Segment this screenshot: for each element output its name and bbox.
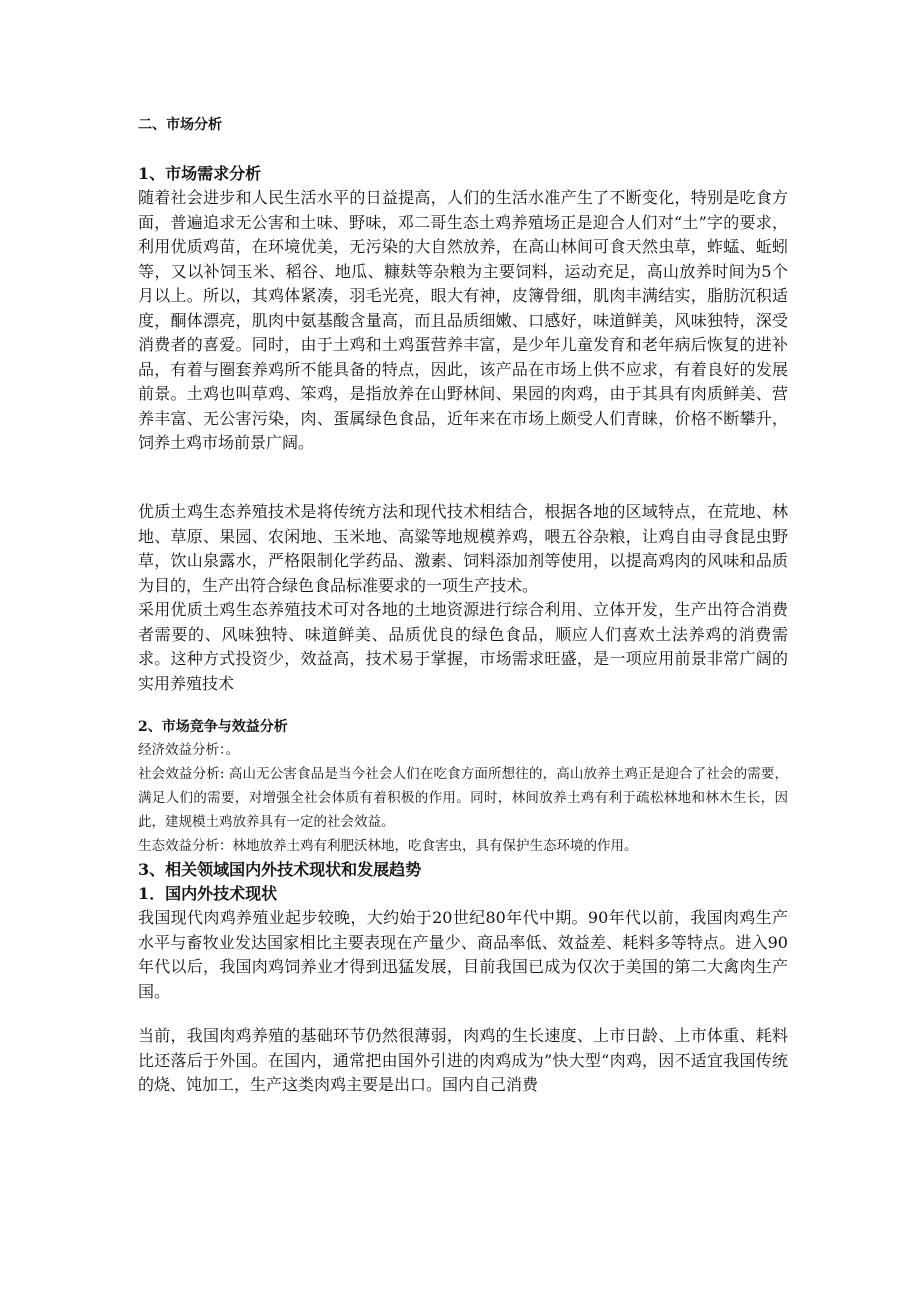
heading-competition: 2、市场竞争与效益分析	[138, 719, 288, 735]
paragraph-tech-2: 当前，我国肉鸡养殖的基础环节仍然很薄弱，肉鸡的生长速度、上市日龄、上市体重、耗料比还落后于外国。在国内，通常把由国外引进的肉鸡成为”快大型“肉鸡，因不适宜我国传统的烧、饨加工，生产这类肉鸡主要是出口。国内自己消费	[138, 1026, 788, 1094]
paragraph-demand-3: 采用优质土鸡生态养殖技术可对各地的土地资源进行综合利用、立体开发，生产出符合消费者需要的、风味独特、味道鲜美、品质优良的绿色食品，顺应人们喜欢土法养鸡的消费需求。这种方式投资少，效益高，技术易于掌握，市场需求旺盛，是一项应用前景非常广阔的实用养殖技术	[138, 600, 788, 693]
paragraph-demand-1: 随着社会进步和人民生活水平的日益提高，人们的生活水准产生了不断变化，特别是吃食方面，普遍追求无公害和土味、野味，邓二哥生态土鸡养殖场正是迎合人们对“土”字的要求，利用优质鸡苗，在环境优美，无污染的大自然放养，在高山林间可食天然虫草，蚱蜢、蚯蚓等，又以补饲玉米、稻谷、地瓜、糠麸等杂粮为主要饲料，运动充足，高山放养时间为5个月以上。所以，其鸡体紧凑，羽毛光亮，眼大有神，皮簿骨细，肌肉丰满结实，脂肪沉积适度，酮体漂亮，肌肉中氨基酸含量高，而且品质细嫩、口感好，味道鲜美，风味独特，深受消费者的喜爱。同时，由于土鸡和土鸡蛋营养丰富，是少年儿童发育和老年病后恢复的进补品，有着与圈套养鸡所不能具备的特点，因此，该产品在市场上供不应求，有着良好的发展前景。土鸡也叫草鸡、笨鸡，是指放养在山野林间、果园的肉鸡，由于其具有肉质鲜美、营养丰富、无公害污染，肉、蛋属绿色食品，近年来在市场上颇受人们青睐，价格不断攀升，饲养土鸡市场前景广阔。	[138, 188, 788, 452]
competition-section	[138, 716, 788, 858]
ecological-benefit: 生态效益分析：林地放养土鸡有利肥沃林地，吃食害虫，具有保护生态环境的作用。	[138, 838, 638, 854]
heading-tech-trends: 3、相关领域国内外技术现状和发展趋势	[138, 860, 422, 879]
social-benefit: 社会效益分析: 高山无公害食品是当今社会人们在吃食方面所想往的，高山放养土鸡正是迎合了社会的需要，满足人们的需要，对增强全社会体质有着积极的作用。同时，林间放养土鸡有利于疏松林地和林木生长，因此，建规模土鸡放养具有一定的社会效益。	[138, 766, 788, 830]
paragraph-demand-2: 优质土鸡生态养殖技术是将传统方法和现代技术相结合，根据各地的区域特点，在荒地、林地、草原、果园、农闲地、玉米地、高粱等地规模养鸡，喂五谷杂粮，让鸡自由寻食昆虫野草，饮山泉露水，严格限制化学药品、激素、饲料添加剂等使用，以提高鸡肉的风味和品质为目的，生产出符合绿色食品标准要求的一项生产技术。	[138, 502, 788, 595]
market-demand-section	[138, 162, 788, 456]
economic-benefit: 经济效益分析：。	[138, 742, 240, 758]
section-title: 二、市场分析	[138, 117, 222, 133]
heading-market-demand: 1、市场需求分析	[138, 164, 262, 183]
paragraph-tech-1: 我国现代肉鸡养殖业起步较晚，大约始于20世纪80年代中期。90年代以前，我国肉鸡生产水平与畜牧业发达国家相比主要表现在产量少、商品率低、效益差、耗料多等特点。进入90年代以后，我国肉鸡饲养业才得到迅猛发展，目前我国已成为仅次于美国的第二大禽肉生产国。	[138, 908, 788, 1001]
tech-status-section	[138, 858, 788, 1004]
current-status-section	[138, 1024, 788, 1098]
eco-farming-section	[138, 500, 788, 696]
subheading-tech-status: 1．国内外技术现状	[138, 884, 278, 903]
